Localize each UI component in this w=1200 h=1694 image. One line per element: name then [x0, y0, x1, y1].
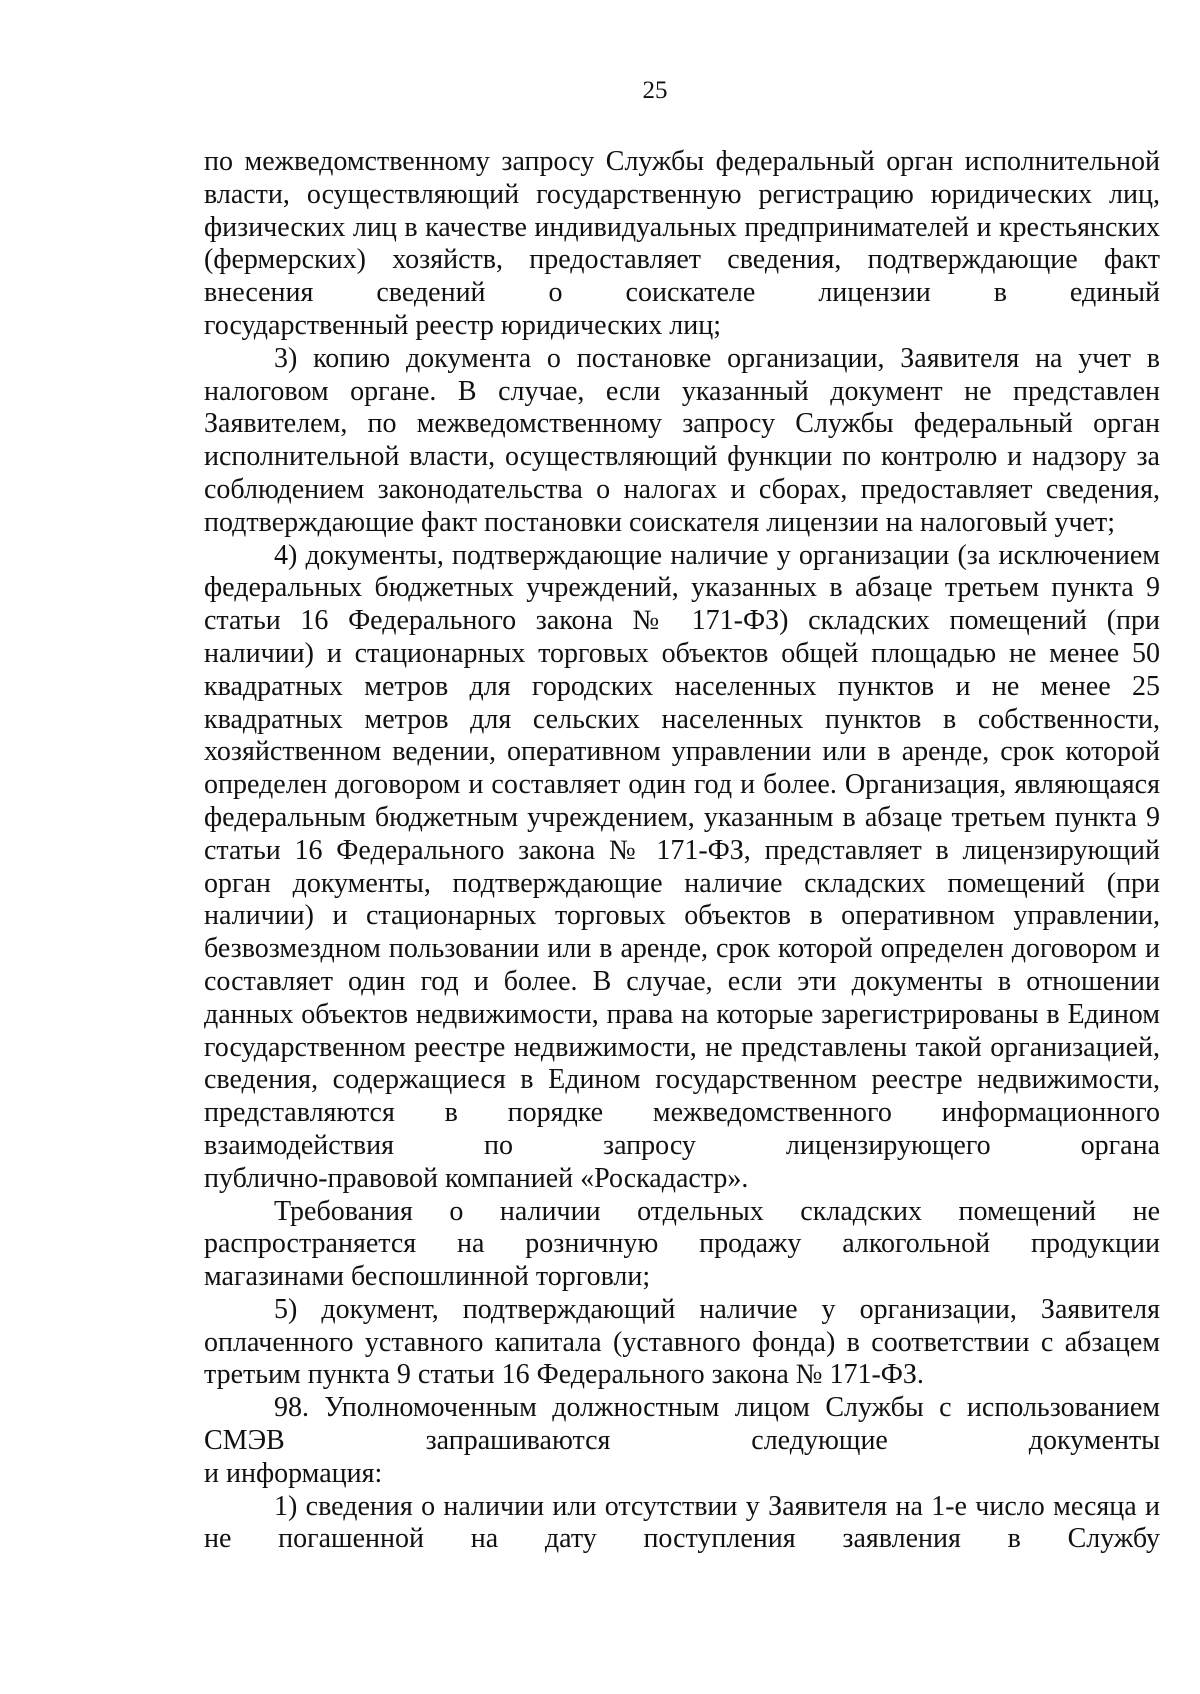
paragraph-last-line: и информация: — [204, 1457, 383, 1489]
paragraph-last-line: публично-правовой компанией «Роскадастр». — [204, 1162, 749, 1194]
paragraph-text: 98. Уполномоченным должностным лицом Службы с использованием СМЭВ запрашиваются следующие документы — [204, 1392, 1160, 1457]
paragraph-text: 1) сведения о наличии или отсутствии у Заявителя на 1-е число месяца и не погашенной на дату поступления заявления в Службу — [204, 1490, 1160, 1555]
paragraph-text: Требования о наличии отдельных складских помещений не распространяется на розничную продажу алкогольной продукции — [204, 1195, 1160, 1260]
page-number: 25 — [642, 77, 668, 104]
paragraph-last-line: государственный реестр юридических лиц; — [204, 309, 722, 341]
paragraph-requirements — [204, 1196, 1160, 1294]
paragraph-text: 4) документы, подтверждающие наличие у организации (за исключением федеральных бюджетных учреждений, указанных в абзаце третьем пункта 9 статьи 16 Федерального закона № 171-ФЗ) складских помещений (при наличии) и стационарных торговых объектов общей площадью не менее 50 квадратных метров для городских населенных пунктов и не менее 25 квадратных метров для сельских населенных пунктов в собственности, хозяйственном ведении, оперативном управлении или в аренде, срок которой определен договором и составляет один год и более. Организация, являющаяся федеральным бюджетным учреждением, указанным в абзаце третьем пункта 9 статьи 16 Федерального закона № 171-ФЗ, представляет в лицензирующий орган документы, подтверждающие наличие складских помещений (при наличии) и стационарных торговых объектов в оперативном управлении, безвозмездном пользовании или в аренде, срок которой определен договором и составляет один год и более. В случае, если эти документы в отношении данных объектов недвижимости, права на которые зарегистрированы в Едином государственном реестре недвижимости, не представлены такой организацией, сведения, содержащиеся в Едином государственном реестре недвижимости, представляются в порядке межведомственного информационного взаимодействия по запросу лицензирующего органа — [204, 539, 1160, 1161]
paragraph-item-3 — [204, 343, 1160, 540]
paragraph-last-line: третьим пункта 9 статьи 16 Федерального закона № 171-ФЗ. — [204, 1359, 924, 1391]
paragraph-item-5 — [204, 1294, 1160, 1392]
paragraph-text: 3) копию документа о постановке организации, Заявителя на учет в налоговом органе. В случае, если указанный документ не представлен Заявителем, по межведомственному запросу Службы федеральный орган исполнительной власти, осуществляющий функции по контролю и надзору за соблюдением законодательства о налогах и сборах, предоставляет сведения, — [204, 342, 1160, 505]
paragraph-text: 5) документ, подтверждающий наличие у организации, Заявителя оплаченного уставного капитала (уставного фонда) в соответствии с абзацем — [204, 1293, 1160, 1358]
paragraph-continuation — [204, 146, 1160, 343]
paragraph-last-line: магазинами беспошлинной торговли; — [204, 1261, 651, 1293]
paragraph-item-98-1 — [204, 1491, 1160, 1557]
document-body — [204, 146, 1160, 1556]
paragraph-item-98 — [204, 1392, 1160, 1490]
paragraph-last-line: подтверждающие факт постановки соискателя лицензии на налоговый учет; — [204, 506, 1115, 538]
paragraph-text: по межведомственному запросу Службы федеральный орган исполнительной власти, осуществляющий государственную регистрацию юридических лиц, физических лиц в качестве индивидуальных предпринимателей и крестьянских (фермерских) хозяйств, предоставляет сведения, подтверждающие факт внесения сведений о соискателе лицензии в единый — [204, 146, 1160, 309]
paragraph-item-4 — [204, 540, 1160, 1196]
